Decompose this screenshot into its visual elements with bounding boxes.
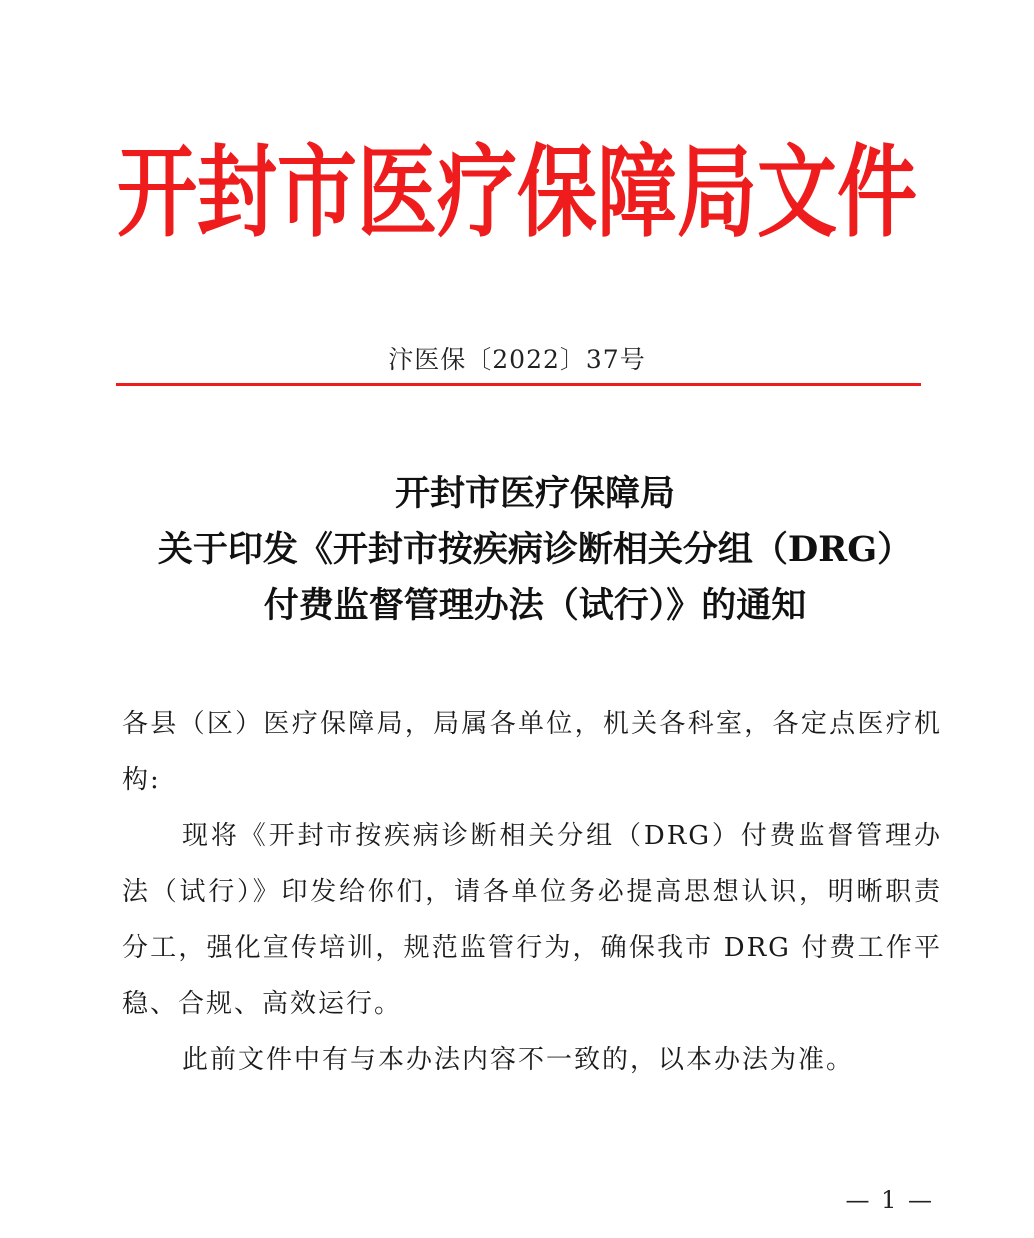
title-line-1: 开封市医疗保障局: [394, 473, 675, 514]
document-title: [100, 466, 970, 634]
red-divider: [116, 383, 921, 386]
document-number: 汴医保〔2022〕37号: [388, 345, 646, 374]
body-paragraph-2: 此前文件中有与本办法内容不一致的，以本办法为准。: [182, 1045, 855, 1075]
page-number: — 1 —: [845, 1186, 934, 1214]
document-body: [122, 696, 942, 1088]
issuer-banner: 开封市医疗保障局文件: [117, 134, 917, 251]
title-line-2: 关于印发《开封市按疾病诊断相关分组（DRG）: [157, 529, 913, 570]
recipients: 各县（区）医疗保障局，局属各单位，机关各科室，各定点医疗机构:: [122, 709, 942, 795]
body-paragraph-1: 现将《开封市按疾病诊断相关分组（DRG）付费监督管理办法（试行）》印发给你们，请各单位务必提高思想认识，明晰职责分工，强化宣传培训，规范监管行为，确保我市 DRG 付费工作平稳、合规、高效运行。: [122, 821, 942, 1019]
title-line-3: 付费监督管理办法（试行）》的通知: [263, 585, 807, 626]
